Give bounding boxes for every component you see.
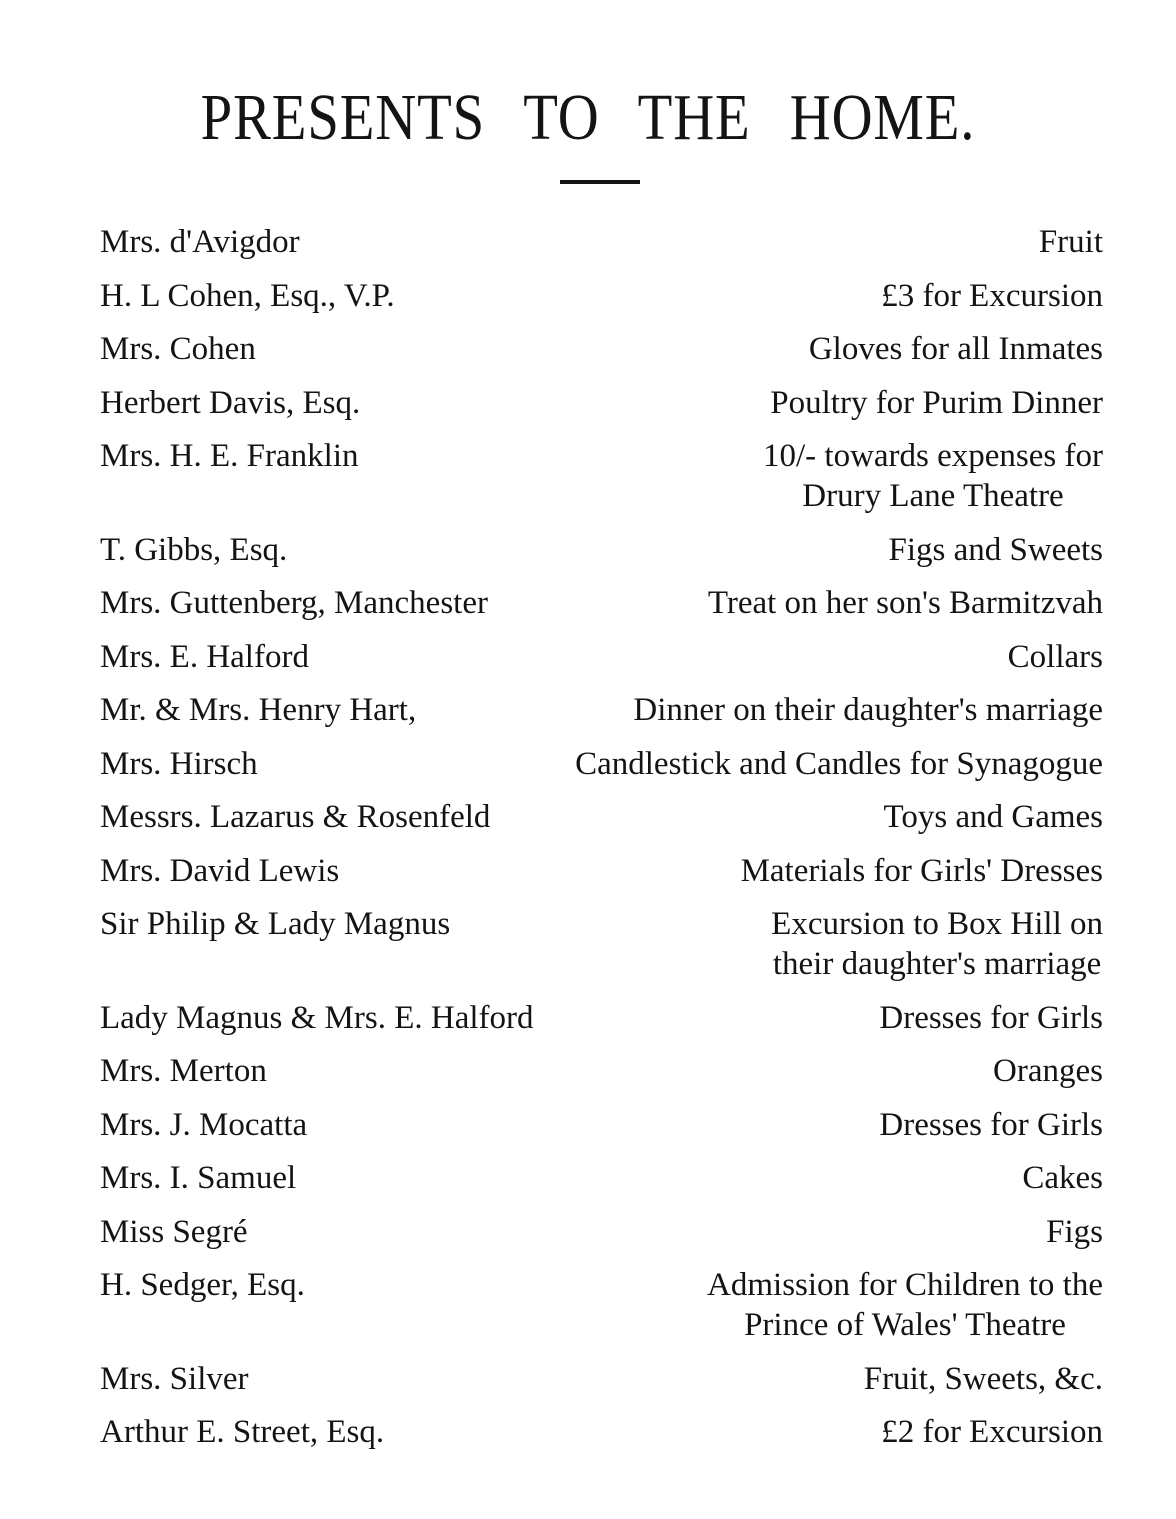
gift-description xyxy=(741,851,1103,891)
gift-line: Dinner on their daughter's marriage xyxy=(633,692,1103,728)
list-item xyxy=(100,1265,1103,1345)
gift-description xyxy=(809,329,1103,369)
gift-description xyxy=(1046,1212,1103,1252)
list-item xyxy=(100,1105,1103,1145)
list-item xyxy=(100,436,1103,516)
list-item xyxy=(100,744,1103,784)
gift-description xyxy=(1022,1158,1103,1198)
gift-description xyxy=(763,436,1103,516)
donor-name: H. Sedger, Esq. xyxy=(100,1267,305,1303)
gift-description xyxy=(770,383,1103,423)
gift-line: Cakes xyxy=(1022,1160,1103,1196)
donor-name: Mrs. d'Avigdor xyxy=(100,224,300,260)
donor-name: Mrs. Hirsch xyxy=(100,745,258,782)
donor-name: Mrs. I. Samuel xyxy=(100,1160,297,1196)
donor-name: Arthur E. Street, Esq. xyxy=(100,1414,385,1450)
list-item xyxy=(100,797,1103,837)
gift-line: Candlestick and Candles for Synagogue xyxy=(575,745,1103,782)
donor-name: Mrs. Cohen xyxy=(100,331,256,367)
page-title: PRESENTS TO THE HOME. xyxy=(200,81,976,154)
donor-name: T. Gibbs, Esq. xyxy=(100,531,288,568)
gift-description xyxy=(708,583,1103,623)
gift-description xyxy=(881,276,1103,316)
gift-line: Gloves for all Inmates xyxy=(808,331,1103,367)
list-item xyxy=(100,530,1103,570)
donor-name: Lady Magnus & Mrs. E. Halford xyxy=(100,999,534,1036)
gift-description xyxy=(879,998,1103,1038)
list-item xyxy=(100,637,1103,677)
title-divider xyxy=(560,180,640,184)
gift-line: Figs xyxy=(1046,1213,1103,1250)
gift-description xyxy=(771,904,1103,984)
donor-name: Mrs. J. Mocatta xyxy=(100,1106,308,1143)
gift-line: Excursion to Box Hill on xyxy=(771,906,1103,942)
gift-description xyxy=(993,1051,1103,1091)
gift-line: Fruit xyxy=(1038,224,1103,260)
gift-description xyxy=(1008,637,1103,677)
gift-line: Oranges xyxy=(993,1053,1103,1089)
list-item xyxy=(100,904,1103,984)
gift-description xyxy=(575,744,1103,784)
list-item xyxy=(100,222,1103,262)
gift-description xyxy=(707,1265,1103,1345)
gift-description xyxy=(633,690,1103,730)
list-item xyxy=(100,583,1103,623)
list-item xyxy=(100,1051,1103,1091)
list-item xyxy=(100,1412,1103,1452)
gift-description xyxy=(889,530,1104,570)
gift-line: 10/- towards expenses for xyxy=(763,438,1103,474)
list-item xyxy=(100,329,1103,369)
donor-name: H. L Cohen, Esq., V.P. xyxy=(100,277,395,314)
donor-name: Mrs. David Lewis xyxy=(100,852,340,889)
donor-name: Mrs. H. E. Franklin xyxy=(100,438,359,474)
list-item xyxy=(100,998,1103,1038)
list-item xyxy=(100,690,1103,730)
gift-description xyxy=(881,1412,1103,1452)
presents-list xyxy=(100,222,1103,1466)
gift-line: £2 for Excursion xyxy=(881,1414,1103,1450)
list-item xyxy=(100,276,1103,316)
list-item xyxy=(100,383,1103,423)
gift-line: Dresses for Girls xyxy=(879,999,1103,1036)
gift-line: £3 for Excursion xyxy=(881,277,1103,314)
list-item xyxy=(100,1212,1103,1252)
gift-line: Fruit, Sweets, &c. xyxy=(863,1360,1103,1397)
donor-name: Herbert Davis, Esq. xyxy=(100,384,361,421)
gift-line: Materials for Girls' Dresses xyxy=(740,852,1103,889)
donor-name: Sir Philip & Lady Magnus xyxy=(100,906,451,942)
gift-line: Toys and Games xyxy=(883,799,1103,835)
donor-name: Mrs. Silver xyxy=(100,1360,249,1397)
gift-description xyxy=(884,797,1103,837)
list-item xyxy=(100,851,1103,891)
donor-name: Mrs. Guttenberg, Manchester xyxy=(100,585,488,621)
donor-name: Mrs. Merton xyxy=(100,1053,267,1089)
gift-line: Prince of Wales' Theatre xyxy=(744,1307,1066,1343)
list-item xyxy=(100,1158,1103,1198)
gift-line: Figs and Sweets xyxy=(888,531,1103,568)
gift-description xyxy=(879,1105,1103,1145)
donor-name: Miss Segré xyxy=(100,1213,248,1250)
list-item xyxy=(100,1359,1103,1399)
gift-line: Treat on her son's Barmitzvah xyxy=(707,585,1103,621)
gift-description xyxy=(864,1359,1103,1399)
donor-name: Mrs. E. Halford xyxy=(100,638,309,675)
donor-name: Mr. & Mrs. Henry Hart, xyxy=(100,692,417,728)
gift-line: Dresses for Girls xyxy=(879,1106,1103,1143)
gift-line: Collars xyxy=(1007,638,1103,675)
donor-name: Messrs. Lazarus & Rosenfeld xyxy=(100,799,491,835)
gift-line: their daughter's marriage xyxy=(772,946,1102,982)
gift-line: Drury Lane Theatre xyxy=(802,478,1064,514)
gift-line: Admission for Children to the xyxy=(707,1267,1103,1303)
gift-line: Poultry for Purim Dinner xyxy=(770,384,1103,421)
gift-description xyxy=(1039,222,1103,262)
